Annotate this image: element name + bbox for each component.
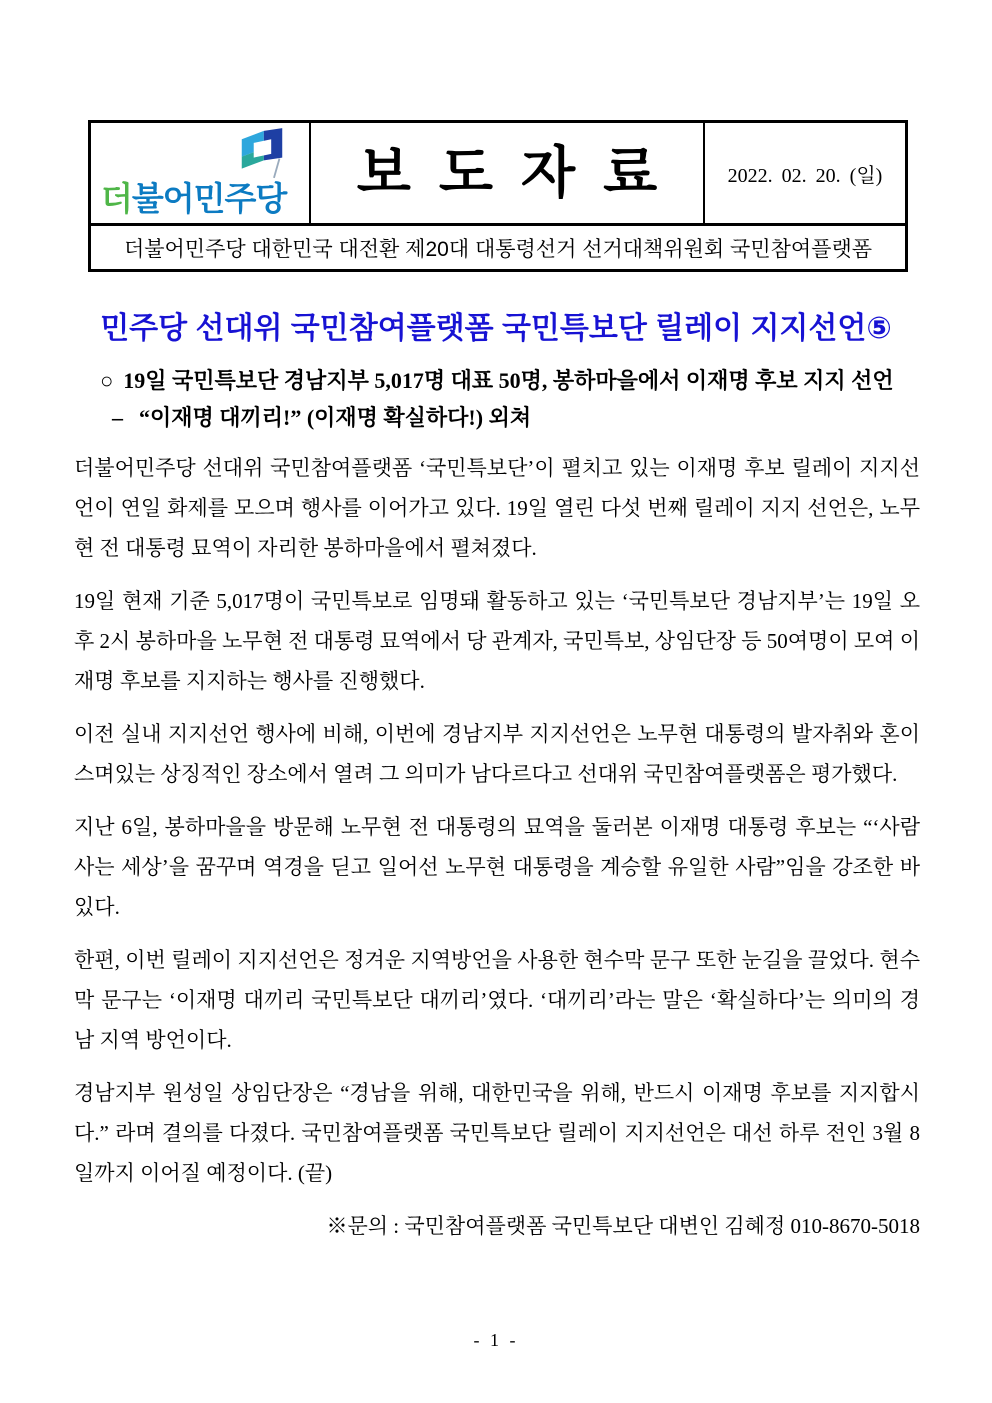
party-flag-icon: [239, 127, 285, 179]
circle-bullet-marker: ○: [100, 368, 114, 393]
party-logo: [91, 123, 311, 223]
party-logo-text: [101, 182, 286, 215]
page-title: 민주당 선대위 국민참여플랫폼 국민특보단 릴레이 지지선언⑤: [100, 312, 892, 345]
paragraph-4: 지난 6일, 봉하마을을 방문해 노무현 전 대통령의 묘역을 둘러본 이재명 대통령 후보는 “‘사람 사는 세상’을 꿈꾸며 역경을 딛고 일어선 노무현 대통령을 계승할 유일한 사람”임을 강조한 바 있다.: [74, 815, 920, 919]
committee-banner-label: 더불어민주당 대한민국 대전환 제20대 대통령선거 선거대책위원회 국민참여플랫폼: [123, 237, 873, 261]
paragraph-5: 한편, 이번 릴레이 지지선언은 정겨운 지역방언을 사용한 현수막 문구 또한 눈길을 끌었다. 현수막 문구는 ‘이재명 대끼리 국민특보단 대끼리’였다. ‘대끼리’라는 말은 ‘확실하다’는 의미의 경남 지역 방언이다.: [74, 948, 920, 1052]
committee-banner: [91, 223, 905, 269]
summary-bullet-1-text: 19일 국민특보단 경남지부 5,017명 대표 50명, 봉하마을에서 이재명 후보 지지 선언: [123, 368, 894, 393]
page-number: - 1 -: [473, 1330, 519, 1350]
contact-line: ※문의 : 국민참여플랫폼 국민특보단 대변인 김혜정 010-8670-5018: [326, 1214, 920, 1238]
date-cell: [705, 123, 905, 223]
logo-text-rest: 불어민주당: [131, 180, 287, 217]
date-label: 2022. 02. 20. (일): [727, 164, 883, 187]
article-body: [74, 448, 920, 1259]
paragraph-6: 경남지부 원성일 상임단장은 “경남을 위해, 대한민국을 위해, 반드시 이재명 후보를 지지합시다.” 라며 결의를 다졌다. 국민참여플랫폼 국민특보단 릴레이 지지선언은 대선 하루 전인 3월 8일까지 이어질 예정이다. (끝): [74, 1081, 920, 1185]
paragraph-1: 더불어민주당 선대위 국민참여플랫폼 ‘국민특보단’이 펼치고 있는 이재명 후보 릴레이 지지선언이 연일 화제를 모으며 행사를 이어가고 있다. 19일 열린 다섯 번째 릴레이 지지 선언은, 노무현 전 대통령 묘역이 자리한 봉하마을에서 펼쳐졌다.: [74, 456, 920, 560]
summary-bullet-2: [112, 403, 531, 433]
paragraph-3: 이전 실내 지지선언 행사에 비해, 이번에 경남지부 지지선언은 노무현 대통령의 발자취와 혼이 스며있는 상징적인 장소에서 열려 그 의미가 남다르다고 선대위 국민참여플랫폼은 평가했다.: [74, 722, 920, 786]
doc-type-label: 보도자료: [356, 141, 686, 204]
logo-text-first: 더: [101, 180, 132, 217]
header-table: [88, 120, 908, 272]
paragraph-2: 19일 현재 기준 5,017명이 국민특보로 임명돼 활동하고 있는 ‘국민특보단 경남지부’는 19일 오후 2시 봉하마을 노무현 전 대통령 묘역에서 당 관계자, 국민특보, 상임단장 등 50여명이 모여 이재명 후보를 지지하는 행사를 진행했다.: [74, 589, 920, 693]
summary-bullet-2-text: “이재명 대끼리!” (이재명 확실하다!) 외쳐: [139, 405, 532, 430]
doc-type-cell: [311, 123, 705, 223]
header-top-row: [91, 123, 905, 223]
dash-bullet-marker: –: [112, 405, 123, 430]
summary-bullet-1: [100, 366, 894, 396]
